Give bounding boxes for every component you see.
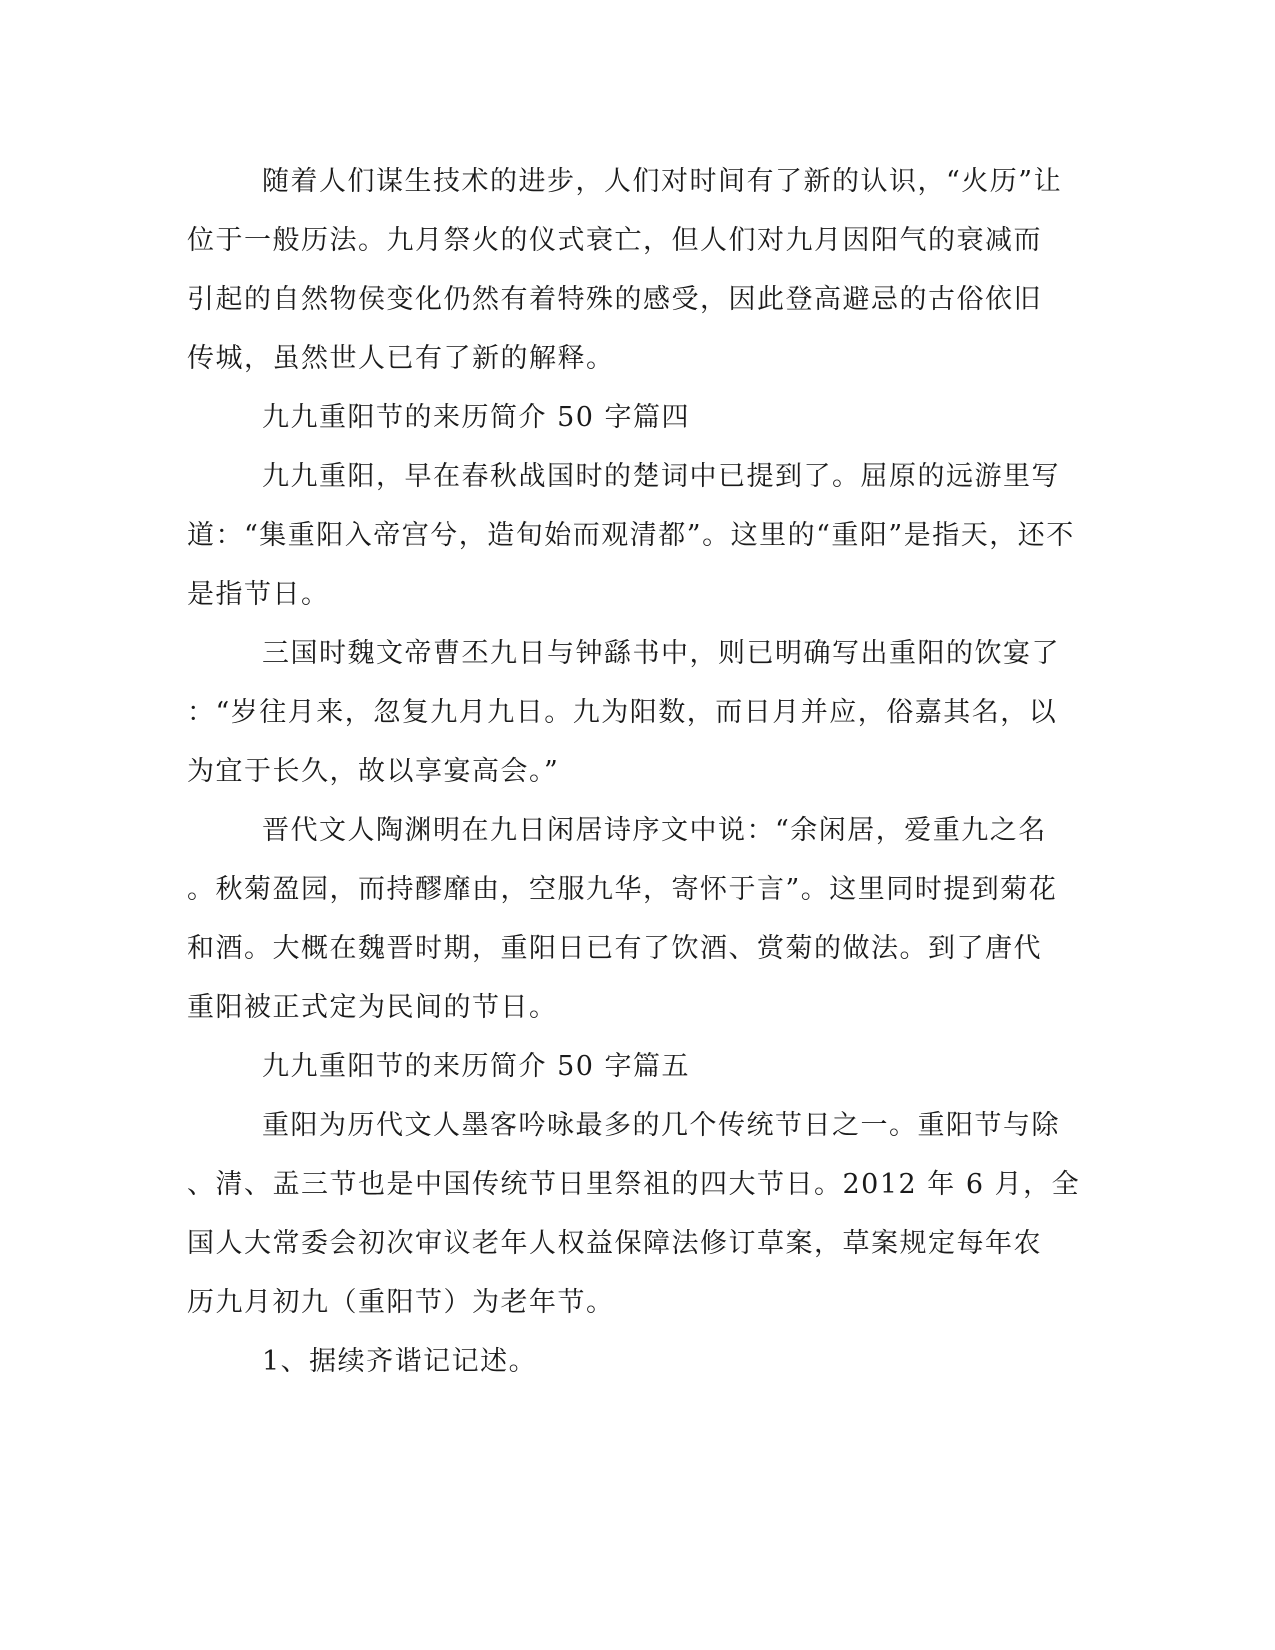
- section-heading: 九九重阳节的来历简介 50 字篇五: [262, 1051, 691, 1082]
- paragraph-line: 和酒。大概在魏晋时期，重阳日已有了饮酒、赏菊的做法。到了唐代: [187, 933, 1042, 964]
- paragraph-line: 、清、盂三节也是中国传统节日里祭祖的四大节日。2012 年 6 月，全: [187, 1169, 1081, 1200]
- paragraph-line: 重阳被正式定为民间的节日。: [187, 992, 558, 1023]
- paragraph-line: 。秋菊盈园，而持醪靡由，空服九华，寄怀于言”。这里同时提到菊花: [187, 874, 1058, 905]
- paragraph-line: 传城，虽然世人已有了新的解释。: [187, 343, 615, 374]
- paragraph-line: 位于一般历法。九月祭火的仪式衰亡，但人们对九月因阳气的衰减而: [187, 225, 1042, 256]
- paragraph-line: 是指节日。: [187, 579, 330, 610]
- paragraph-line: 为宜于长久，故以享宴高会。”: [187, 756, 560, 787]
- paragraph-line: ：“岁往月来，忽复九月九日。九为阳数，而日月并应，俗嘉其名，以: [187, 697, 1058, 728]
- paragraph-line: 引起的自然物侯变化仍然有着特殊的感受，因此登高避忌的古俗依旧: [187, 284, 1042, 315]
- paragraph-line: 随着人们谋生技术的进步，人们对时间有了新的认识，“火历”让: [262, 166, 1063, 197]
- paragraph-line: 重阳为历代文人墨客吟咏最多的几个传统节日之一。重阳节与除: [262, 1110, 1060, 1141]
- paragraph-line: 道：“集重阳入帝宫兮，造旬始而观清都”。这里的“重阳”是指天，还不: [187, 520, 1075, 551]
- paragraph-line: 三国时魏文帝曹丕九日与钟繇书中，则已明确写出重阳的饮宴了: [262, 638, 1060, 669]
- paragraph-line: 晋代文人陶渊明在九日闲居诗序文中说：“余闲居，爱重九之名: [262, 815, 1047, 846]
- paragraph-line: 国人大常委会初次审议老年人权益保障法修订草案，草案规定每年农: [187, 1228, 1042, 1259]
- paragraph-line: 九九重阳，早在春秋战国时的楚词中已提到了。屈原的远游里写: [262, 461, 1060, 492]
- list-item: 1、据续齐谐记记述。: [262, 1346, 538, 1377]
- paragraph-line: 历九月初九（重阳节）为老年节。: [187, 1287, 615, 1318]
- section-heading: 九九重阳节的来历简介 50 字篇四: [262, 402, 691, 433]
